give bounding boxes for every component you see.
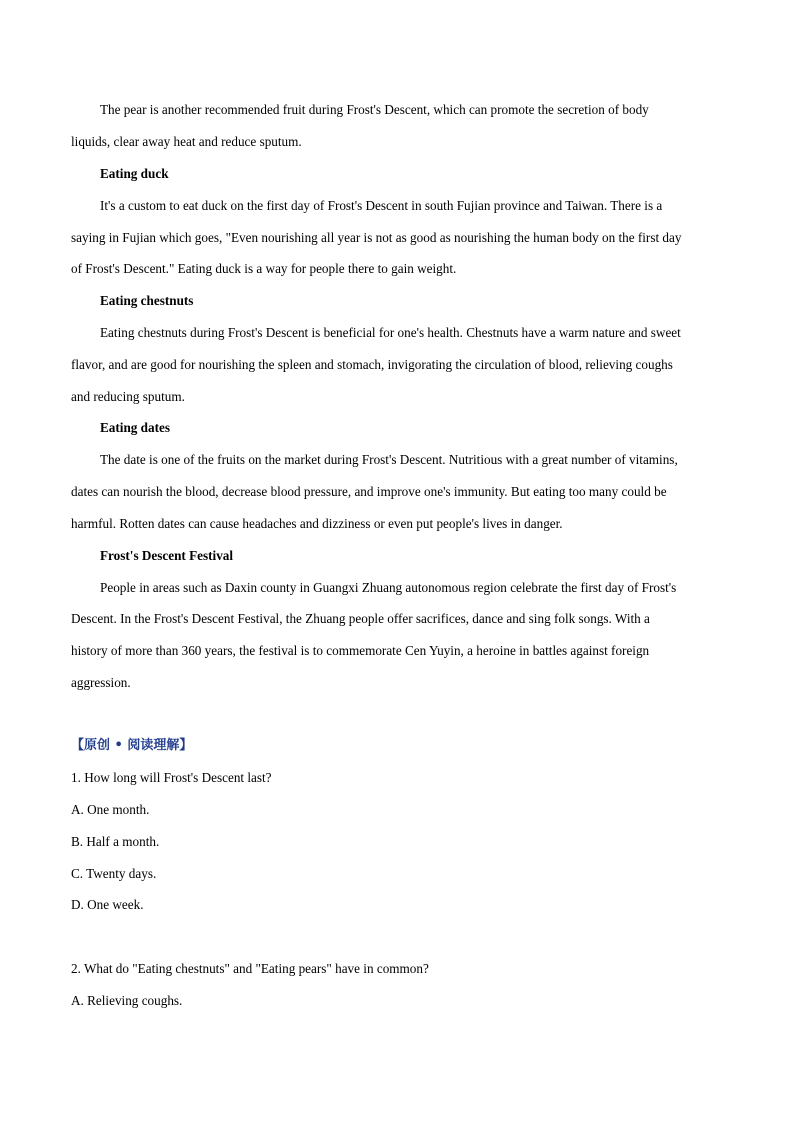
dates-line-1: The date is one of the fruits on the market during Frost's Descent. Nutritious with a great number of vitamins, <box>100 452 678 467</box>
dates-line-2: dates can nourish the blood, decrease blood pressure, and improve one's immunity. But eating too many could be <box>71 484 667 499</box>
question-2-stem: 2. What do "Eating chestnuts" and "Eating pears" have in common? <box>71 961 429 976</box>
question-1-stem: 1. How long will Frost's Descent last? <box>71 770 272 785</box>
chestnut-heading: Eating chestnuts <box>100 293 194 308</box>
question-1-option-d: D. One week. <box>71 897 144 912</box>
festival-line-4: aggression. <box>71 675 131 690</box>
duck-line-1: It's a custom to eat duck on the first day of Frost's Descent in south Fujian province and Taiwan. There is a <box>100 198 663 213</box>
pear-line-1: The pear is another recommended fruit during Frost's Descent, which can promote the secretion of body <box>100 102 649 117</box>
question-2-option-a: A. Relieving coughs. <box>71 993 183 1008</box>
duck-heading: Eating duck <box>100 166 169 181</box>
festival-heading: Frost's Descent Festival <box>100 548 234 563</box>
question-1-option-c: C. Twenty days. <box>71 866 157 881</box>
chestnut-line-2: flavor, and are good for nourishing the spleen and stomach, invigorating the circulation of blood, relieving coughs <box>71 357 673 372</box>
festival-line-2: Descent. In the Frost's Descent Festival, the Zhuang people offer sacrifices, dance and sing folk songs. With a <box>71 611 650 626</box>
dates-line-3: harmful. Rotten dates can cause headaches and dizziness or even put people's lives in danger. <box>71 516 563 531</box>
section-label: 【原创 • 阅读理解】 <box>71 738 193 753</box>
question-1-option-a: A. One month. <box>71 802 150 817</box>
duck-line-3: of Frost's Descent." Eating duck is a way for people there to gain weight. <box>71 261 457 276</box>
chestnut-line-1: Eating chestnuts during Frost's Descent is beneficial for one's health. Chestnuts have a warm nature and sweet <box>100 325 681 340</box>
duck-line-2: saying in Fujian which goes, "Even nourishing all year is not as good as nourishing the human body on the first day <box>71 230 682 245</box>
chestnut-line-3: and reducing sputum. <box>71 389 185 404</box>
festival-line-3: history of more than 360 years, the festival is to commemorate Cen Yuyin, a heroine in battles against foreign <box>71 643 650 658</box>
dates-heading: Eating dates <box>100 420 170 435</box>
festival-line-1: People in areas such as Daxin county in Guangxi Zhuang autonomous region celebrate the first day of Frost's <box>100 580 677 595</box>
question-1-option-b: B. Half a month. <box>71 834 160 849</box>
pear-line-2: liquids, clear away heat and reduce sputum. <box>71 134 302 149</box>
